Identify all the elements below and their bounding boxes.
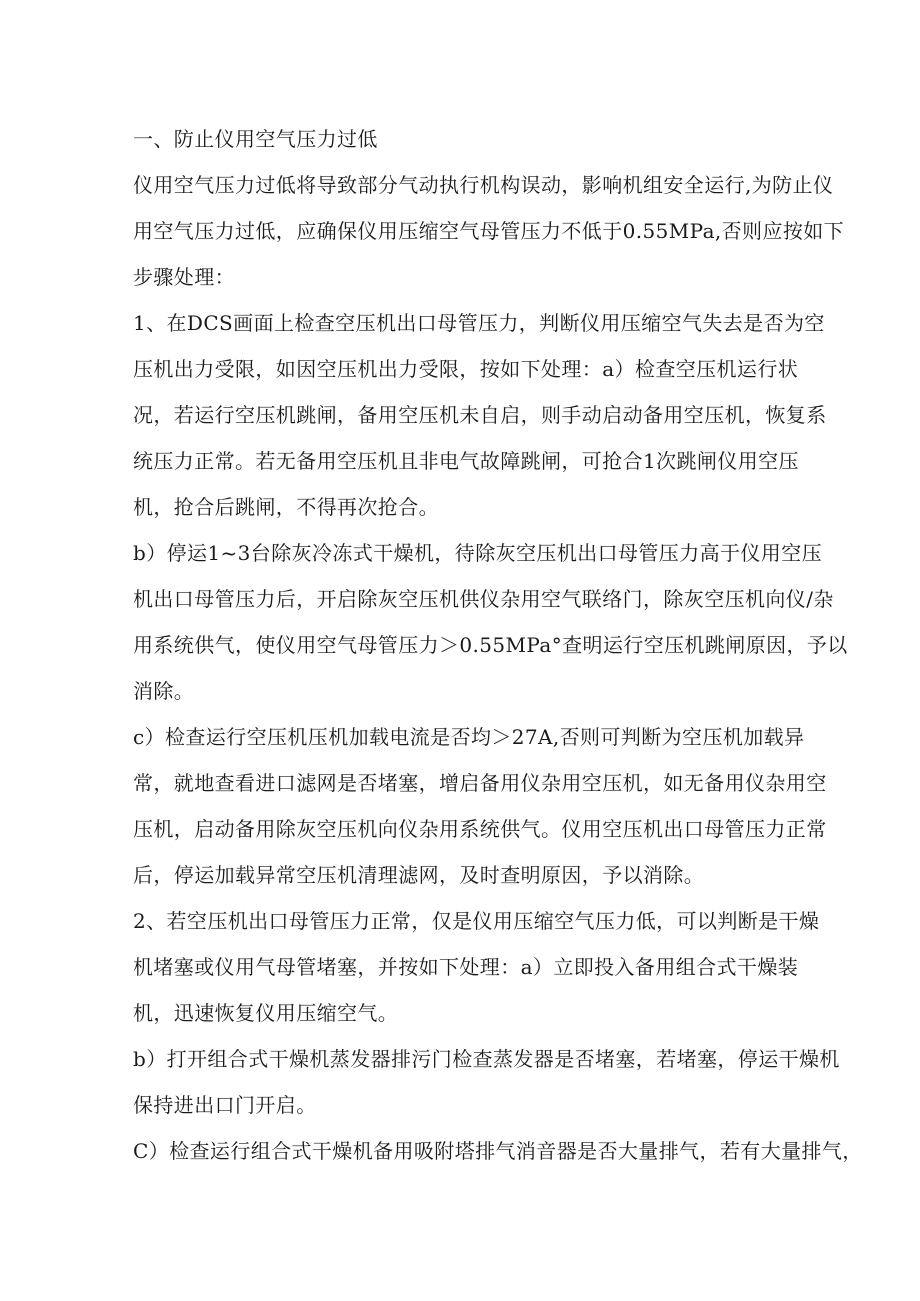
paragraph-line: b）打开组合式干燥机蒸发器排污门检查蒸发器是否堵塞，若堵塞，停运干燥机 <box>133 1047 840 1071</box>
paragraph-line: 保持进出口门开启。 <box>133 1093 317 1117</box>
paragraph-line: 用空气压力过低，应确保仪用压缩空气母管压力不低于0.55MPa,否则应按如下 <box>133 219 845 243</box>
paragraph-line: 后，停运加载异常空压机清理滤网，及时查明原因，予以消除。 <box>133 863 705 887</box>
paragraph-line: 仪用空气压力过低将导致部分气动执行机构误动，影响机组安全运行,为防止仪 <box>133 173 834 197</box>
paragraph-line: 用系统供气，使仪用空气母管压力＞0.55MPa°查明运行空压机跳闸原因，予以 <box>133 633 848 657</box>
paragraph-line: C）检查运行组合式干燥机备用吸附塔排气消音器是否大量排气，若有大量排气， <box>133 1139 863 1163</box>
paragraph-line: 1、在DCS画面上检查空压机出口母管压力，判断仪用压缩空气失去是否为空 <box>133 311 825 335</box>
paragraph-line: 况，若运行空压机跳闸，备用空压机未自启，则手动启动备用空压机，恢复系 <box>133 403 827 427</box>
paragraph-line: 步骤处理： <box>133 265 235 289</box>
paragraph-line: 2、若空压机出口母管压力正常，仅是仪用压缩空气压力低，可以判断是干燥 <box>133 909 820 933</box>
paragraph-line: c）检查运行空压机压机加载电流是否均＞27A,否则可判断为空压机加载异 <box>133 725 805 749</box>
paragraph-line: b）停运1~3台除灰冷冻式干燥机，待除灰空压机出口母管压力高于仪用空压 <box>133 541 823 565</box>
paragraph-line: 压机出力受限，如因空压机出力受限，按如下处理：a）检查空压机运行状 <box>133 357 799 381</box>
paragraph-line: 机，抢合后跳闸，不得再次抢合。 <box>133 495 439 519</box>
paragraph-line: 机，迅速恢复仪用压缩空气。 <box>133 1001 399 1025</box>
paragraph-line: 消除。 <box>133 679 195 703</box>
paragraph-line: 压机，启动备用除灰空压机向仪杂用系统供气。仪用空压机出口母管压力正常 <box>133 817 827 841</box>
paragraph-line: 机堵塞或仪用气母管堵塞，并按如下处理：a）立即投入备用组合式干燥装 <box>133 955 799 979</box>
section-heading: 一、防止仪用空气压力过低 <box>133 127 378 151</box>
paragraph-line: 统压力正常。若无备用空压机且非电气故障跳闸，可抢合1次跳闸仪用空压 <box>133 449 799 473</box>
paragraph-line: 机出口母管压力后，开启除灰空压机供仪杂用空气联络门，除灰空压机向仪/杂 <box>133 587 834 611</box>
paragraph-line: 常，就地查看进口滤网是否堵塞，增启备用仪杂用空压机，如无备用仪杂用空 <box>133 771 827 795</box>
